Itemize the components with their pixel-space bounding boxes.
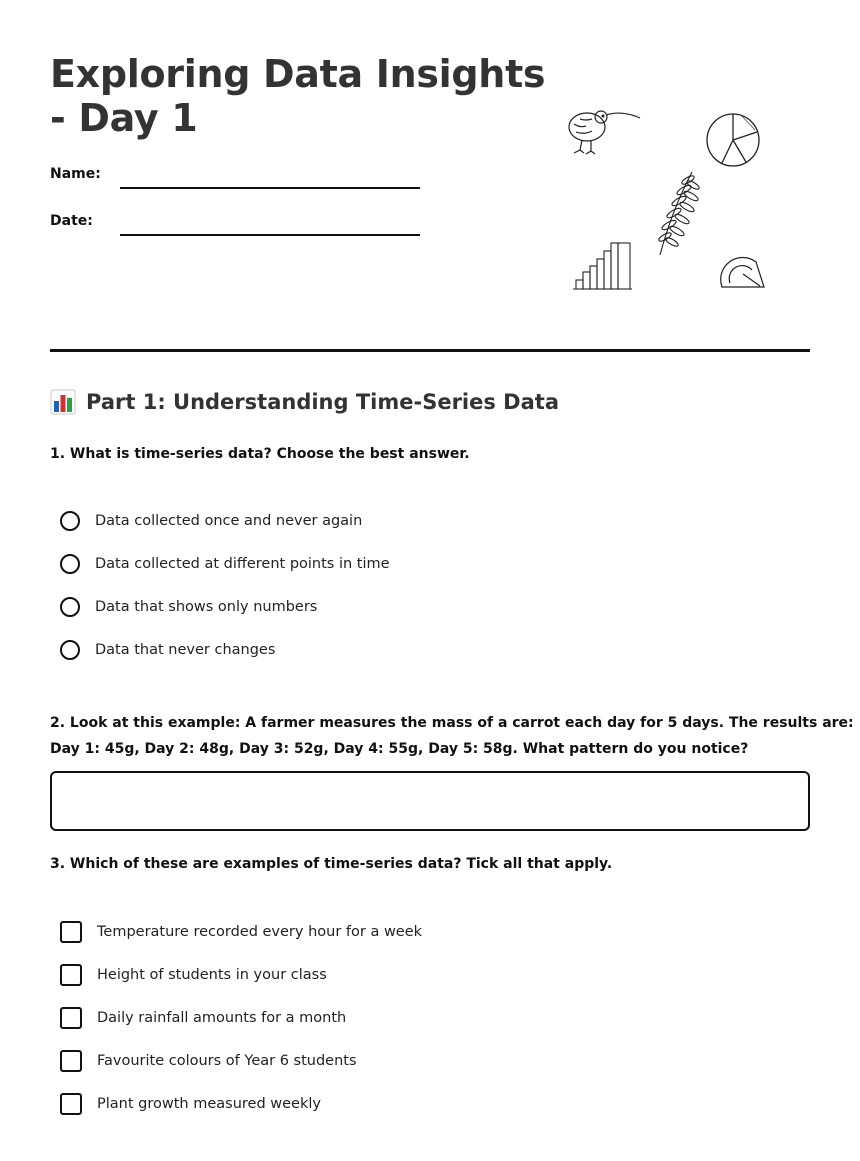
radio-button[interactable]: [60, 640, 80, 660]
q3-option-5-label: Plant growth measured weekly: [97, 1096, 321, 1112]
radio-button[interactable]: [60, 597, 80, 617]
section-divider: [50, 349, 810, 352]
date-label: Date:: [50, 213, 93, 229]
q1-option-2[interactable]: [60, 554, 390, 574]
part-1-heading: [50, 389, 559, 415]
question-2-text: [50, 710, 854, 762]
part-1-title: Part 1: Understanding Time-Series Data: [86, 390, 559, 414]
q1-option-1[interactable]: [60, 511, 362, 531]
q3-option-1[interactable]: [60, 921, 422, 943]
checkbox[interactable]: [60, 1093, 82, 1115]
q1-option-3[interactable]: [60, 597, 317, 617]
q1-option-2-label: Data collected at different points in time: [95, 556, 390, 572]
protractor-icon: [721, 258, 764, 287]
checkbox[interactable]: [60, 1007, 82, 1029]
question-2-line-2: Day 1: 45g, Day 2: 48g, Day 3: 52g, Day 4: 55g, Day 5: 58g. What pattern do you notice?: [50, 741, 749, 757]
q3-option-2[interactable]: [60, 964, 327, 986]
q1-option-4-label: Data that never changes: [95, 642, 276, 658]
q3-option-4-label: Favourite colours of Year 6 students: [97, 1053, 357, 1069]
q3-option-4[interactable]: [60, 1050, 357, 1072]
question-2-line-1: 2. Look at this example: A farmer measures the mass of a carrot each day for 5 days. The results are:: [50, 715, 854, 731]
bar-chart-emoji-icon: [50, 389, 76, 415]
q3-option-3-label: Daily rainfall amounts for a month: [97, 1010, 347, 1026]
q1-option-1-label: Data collected once and never again: [95, 513, 363, 529]
page-title: [50, 52, 545, 140]
radio-button[interactable]: [60, 554, 80, 574]
checkbox[interactable]: [60, 964, 82, 986]
checkbox[interactable]: [60, 1050, 82, 1072]
q3-option-1-label: Temperature recorded every hour for a week: [97, 924, 423, 940]
checkbox[interactable]: [60, 921, 82, 943]
page-title-line-1: Exploring Data Insights: [50, 52, 546, 96]
page-title-line-2: - Day 1: [50, 96, 198, 140]
bar-chart-icon: [573, 243, 632, 289]
fern-leaf-icon: [658, 172, 701, 255]
question-3-text: 3. Which of these are examples of time-series data? Tick all that apply.: [50, 856, 613, 872]
q1-option-4[interactable]: [60, 640, 275, 660]
q3-option-5[interactable]: [60, 1093, 321, 1115]
kiwi-bird-icon: [569, 111, 640, 154]
header-illustrations: [560, 100, 780, 300]
name-field[interactable]: [120, 187, 420, 189]
q3-option-3[interactable]: [60, 1007, 346, 1029]
question-2-answer-box[interactable]: [50, 771, 810, 831]
q3-option-2-label: Height of students in your class: [97, 967, 327, 983]
pie-chart-icon: [707, 114, 759, 166]
date-field[interactable]: [120, 234, 420, 236]
q1-option-3-label: Data that shows only numbers: [95, 599, 318, 615]
question-1-text: 1. What is time-series data? Choose the best answer.: [50, 446, 470, 462]
radio-button[interactable]: [60, 511, 80, 531]
name-label: Name:: [50, 166, 101, 182]
